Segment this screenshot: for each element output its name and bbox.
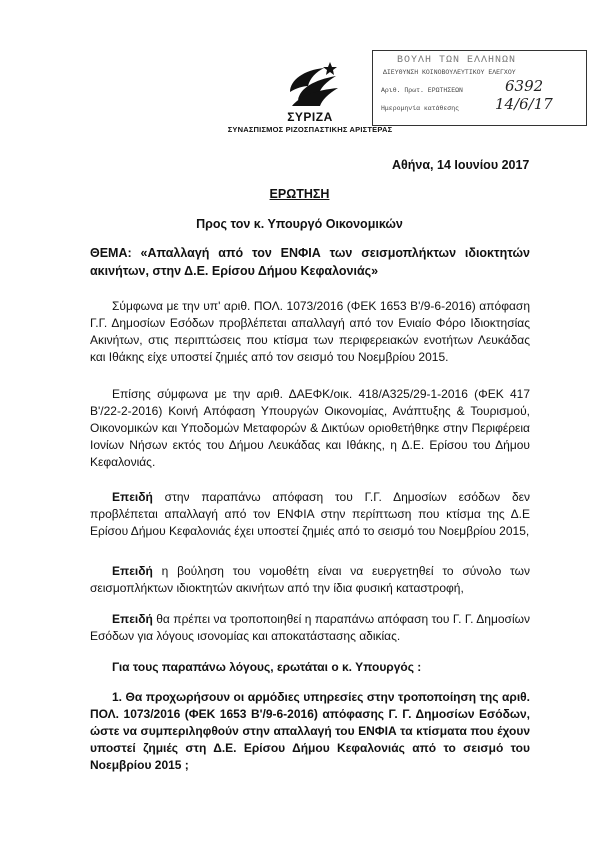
paragraph-4	[90, 563, 530, 597]
stamp-line-4: Ημερομηνία κατάθεσης	[381, 105, 460, 112]
party-name: ΣΥΡΙΖΑ	[287, 110, 333, 124]
stamp-line-2: ΔΙΕΥΘΥΝΣΗ ΚΟΙΝΟΒΟΥΛΕΥΤΙΚΟΥ ΕΛΕΓΧΟΥ	[383, 69, 516, 76]
paragraph-3-text: στην παραπάνω απόφαση του Γ.Γ. Δημοσίων εσόδων δεν προβλέπεται απαλλαγή από τον ΕΝΦΙΑ στην περίπτωση που κτίσμα της Δ.Ε Ερίσου Δήμου Κεφαλονιάς έχει υποστεί ζημιές από το σεισμό του Νοεμβρίου 2015,	[90, 490, 530, 538]
paragraph-4-lead: Επειδή	[112, 564, 153, 578]
stamp-filing-date: 14/6/17	[495, 95, 553, 113]
paragraph-4-text: η βούληση του νομοθέτη είναι να ευεργετηθεί το σύνολο των σεισμοπλήκτων ιδιοκτητών ακινήτων από την ίδια φυσική καταστροφή,	[90, 564, 530, 595]
subject: ΘΕΜΑ: «Απαλλαγή από τον ΕΝΦΙΑ των σεισμοπλήκτων ιδιοκτητών ακινήτων, στην Δ.Ε. Ερίσου Δήμου Κεφαλονιάς»	[90, 246, 530, 278]
document-date: Αθήνα, 14 Ιουνίου 2017	[392, 158, 530, 172]
parliament-stamp	[372, 50, 587, 126]
question-intro: Για τους παραπάνω λόγους, ερωτάται ο κ. Υπουργός :	[112, 660, 422, 674]
paragraph-5	[90, 611, 530, 645]
party-logo-icon	[276, 56, 346, 116]
stamp-line-1: ΒΟΥΛΗ ΤΩΝ ΕΛΛΗΝΩΝ	[397, 55, 517, 66]
paragraph-3	[90, 489, 530, 540]
paragraph-2: Επίσης σύμφωνα με την αριθ. ΔΑΕΦΚ/οικ. 418/Α325/29-1-2016 (ΦΕΚ 417 Β'/22-2-2016) Κοινή Απόφαση Υπουργών Οικονομίας, Ανάπτυξης & Τουρισμού, Οικονομικών και Υποδομών Μεταφορών & Δικτύων οριοθετήθηκε στην Περιφέρεια Ιονίων Νήσων εκτός του Δήμου Λευκάδας και Ιθάκης, η Δ.Ε. Ερίσου του Δήμου Κεφαλονιάς.	[90, 387, 530, 469]
question-1: 1. Θα προχωρήσουν οι αρμόδιες υπηρεσίες στην τροποποίηση της αριθ. ΠΟΛ. 1073/2016 (ΦΕΚ 1653 Β'/9-6-2016) απόφασης Γ. Γ. Δημοσίων Εσόδων, ώστε να συμπεριληφθούν στην απαλλαγή του ΕΝΦΙΑ τα κτίσματα που έχουν υποστεί ζημιές στη Δ.Ε. Ερίσου Δήμου Κεφαλονιάς από το σεισμό του Νοεμβρίου 2015 ;	[90, 690, 530, 772]
paragraph-1: Σύμφωνα με την υπ' αριθ. ΠΟΛ. 1073/2016 (ΦΕΚ 1653 Β'/9-6-2016) απόφαση Γ.Γ. Δημοσίων Εσόδων προβλέπεται απαλλαγή από τον Ενιαίο Φόρο Ιδιοκτησίας Ακινήτων, στις περιπτώσεις που κτίσμα των περιφερειακών ενοτήτων Λευκάδας και Ιθάκης είχε υποστεί ζημιές από τον σεισμό του Νοεμβρίου 2015.	[90, 299, 530, 364]
paragraph-3-lead: Επειδή	[112, 490, 153, 504]
recipient: Προς τον κ. Υπουργό Οικονομικών	[196, 217, 403, 231]
paragraph-5-text: θα πρέπει να τροποποιηθεί η παραπάνω απόφαση του Γ. Γ. Δημοσίων Εσόδων για λόγους ισονομίας και αποκατάστασης αδικίας.	[90, 612, 530, 643]
document-title: ΕΡΩΤΗΣΗ	[269, 187, 330, 201]
stamp-line-3: Αριθ. Πρωτ. ΕΡΩΤΗΣΕΩΝ	[381, 87, 463, 94]
stamp-protocol-number: 6392	[505, 77, 544, 95]
paragraph-5-lead: Επειδή	[112, 612, 153, 626]
party-full-name: ΣΥΝΑΣΠΙΣΜΟΣ ΡΙΖΟΣΠΑΣΤΙΚΗΣ ΑΡΙΣΤΕΡΑΣ	[227, 125, 393, 134]
